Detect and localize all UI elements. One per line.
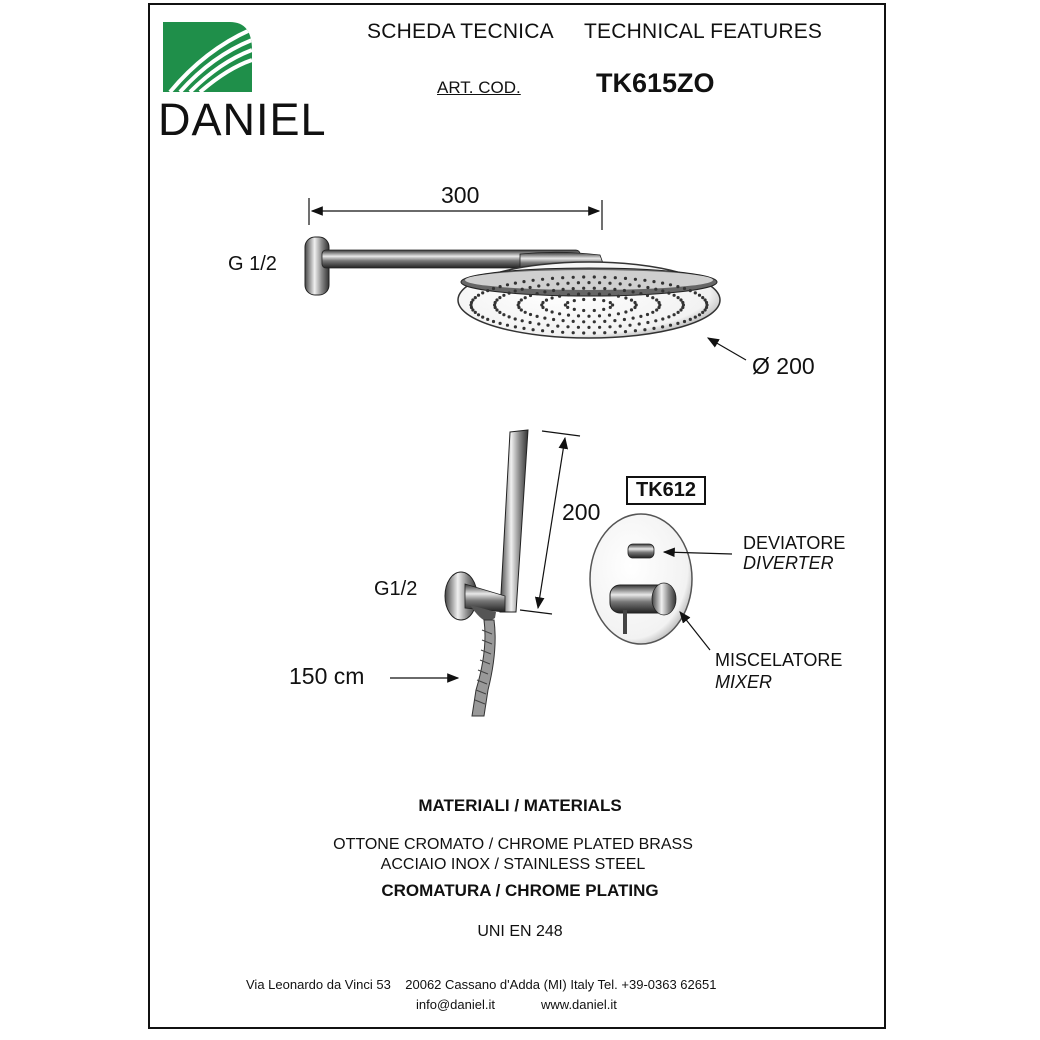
diameter-leader (708, 338, 746, 360)
nozzle-dot (541, 278, 544, 281)
nozzle-dot (681, 301, 684, 304)
nozzle-dot (514, 282, 517, 285)
nozzle-dot (561, 331, 564, 334)
nozzle-dot (551, 296, 554, 299)
nozzle-dot (598, 326, 601, 329)
nozzle-dot (522, 327, 525, 330)
nozzle-dot (667, 315, 670, 318)
nozzle-dot (541, 301, 544, 304)
nozzle-dot (698, 313, 701, 316)
nozzle-dot (486, 318, 489, 321)
nozzle-dot (651, 296, 654, 299)
nozzle-dot (611, 303, 614, 306)
nozzle-dot (474, 296, 477, 299)
nozzle-dot (558, 295, 561, 298)
nozzle-dot (562, 288, 565, 291)
head-diameter-label: Ø 200 (752, 353, 815, 379)
nozzle-dot (598, 314, 601, 317)
nozzle-dot (646, 286, 649, 289)
nozzle-dot (587, 281, 590, 284)
nozzle-dot (492, 287, 495, 290)
nozzle-dot (634, 278, 637, 281)
nozzle-dot (602, 308, 605, 311)
nozzle-dot (676, 322, 679, 325)
nozzle-dot (537, 322, 540, 325)
nozzle-dot (582, 320, 585, 323)
materials-title: MATERIALI / MATERIALS (418, 796, 622, 815)
nozzle-dot (582, 309, 585, 312)
nozzle-dot (667, 292, 670, 295)
plating-title: CROMATURA / CHROME PLATING (381, 881, 659, 900)
handshower-length-label: 200 (562, 499, 601, 525)
nozzle-dot (603, 276, 606, 279)
nozzle-dot (704, 308, 707, 311)
nozzle-dot (529, 294, 532, 297)
nozzle-dot (655, 308, 658, 311)
nozzle-dot (613, 288, 616, 291)
nozzle-dot (624, 330, 627, 333)
nozzle-dot (536, 292, 539, 295)
nozzle-dot (677, 311, 680, 314)
nozzle-dot (520, 308, 523, 311)
nozzle-dot (573, 308, 576, 311)
nozzle-dot (477, 313, 480, 316)
nozzle-dot (577, 281, 580, 284)
nozzle-dot (577, 293, 580, 296)
nozzle-dot (495, 298, 498, 301)
nozzle-dot (556, 325, 559, 328)
nozzle-dot (634, 329, 637, 332)
nozzle-dot (633, 301, 636, 304)
nozzle-dot (481, 316, 484, 319)
nozzle-dot (566, 306, 569, 309)
nozzle-dot (529, 321, 532, 324)
nozzle-dot (638, 322, 641, 325)
nozzle-dot (486, 289, 489, 292)
nozzle-dot (603, 287, 606, 290)
nozzle-dot (551, 330, 554, 333)
nozzle-dot (617, 295, 620, 298)
nozzle-dot (694, 316, 697, 319)
nozzle-dot (630, 308, 633, 311)
nozzle-dot (669, 324, 672, 327)
header-title-it: SCHEDA TECNICA (367, 20, 554, 43)
nozzle-dot (532, 328, 535, 331)
nozzle-dot (536, 315, 539, 318)
nozzle-dot (556, 282, 559, 285)
nozzle-dot (593, 320, 596, 323)
nozzle-dot (567, 314, 570, 317)
nozzle-dot (614, 331, 617, 334)
nozzle-dot (598, 281, 601, 284)
nozzle-dot (577, 314, 580, 317)
nozzle-dot (529, 286, 532, 289)
nozzle-dot (608, 282, 611, 285)
nozzle-dot (623, 289, 626, 292)
nozzle-dot (582, 298, 585, 301)
nozzle-dot (609, 306, 612, 309)
nozzle-dot (632, 290, 635, 293)
nozzle-dot (508, 292, 511, 295)
nozzle-dot (522, 280, 525, 283)
nozzle-dot (582, 287, 585, 290)
nozzle-dot (609, 301, 612, 304)
nozzle-dot (498, 296, 501, 299)
nozzle-dot (689, 289, 692, 292)
nozzle-dot (502, 294, 505, 297)
nozzle-dot (502, 313, 505, 316)
nozzle-dot (532, 279, 535, 282)
hand-shower (445, 430, 528, 622)
nozzle-dot (573, 299, 576, 302)
nozzle-dot (566, 301, 569, 304)
mixer-body (590, 514, 692, 644)
nozzle-dot (608, 325, 611, 328)
nozzle-dot (639, 292, 642, 295)
hose-length-label: 150 cm (289, 663, 365, 689)
nozzle-dot (677, 296, 680, 299)
nozzle-dot (477, 294, 480, 297)
nozzle-dot (481, 291, 484, 294)
nozzle-dot (541, 329, 544, 332)
footer-address: Via Leonardo da Vinci 53 20062 Cassano d'Adda (MI) Italy Tel. +39-0363 62651 (246, 977, 717, 992)
nozzle-dot (628, 324, 631, 327)
nozzle-dot (508, 315, 511, 318)
nozzle-dot (572, 276, 575, 279)
nozzle-dot (673, 294, 676, 297)
nozzle-dot (471, 298, 474, 301)
shower-hose (472, 620, 495, 716)
nozzle-dot (619, 325, 622, 328)
nozzle-dot (603, 331, 606, 334)
nozzle-dot (602, 299, 605, 302)
nozzle-dot (545, 308, 548, 311)
nozzle-dot (679, 308, 682, 311)
materials-line-1: OTTONE CROMATO / CHROME PLATED BRASS (333, 836, 693, 853)
nozzle-dot (613, 319, 616, 322)
nozzle-dot (546, 283, 549, 286)
nozzle-dot (646, 294, 649, 297)
nozzle-dot (633, 306, 636, 309)
nozzle-dot (546, 324, 549, 327)
diverter-label-it: DEVIATORE (743, 533, 846, 553)
mixer-label-it: MISCELATORE (715, 650, 843, 670)
nozzle-dot (689, 318, 692, 321)
header-title-en: TECHNICAL FEATURES (584, 20, 823, 43)
nozzle-dot (521, 288, 524, 291)
nozzle-dot (520, 298, 523, 301)
nozzle-dot (652, 280, 655, 283)
nozzle-dot (654, 319, 657, 322)
nozzle-dot (506, 324, 509, 327)
nozzle-dot (683, 287, 686, 290)
nozzle-dot (661, 289, 664, 292)
nozzle-dot (705, 301, 708, 304)
nozzle-dot (572, 320, 575, 323)
nozzle-dot (572, 287, 575, 290)
nozzle-dot (593, 275, 596, 278)
nozzle-dot (593, 287, 596, 290)
nozzle-dot (654, 288, 657, 291)
nozzle-dot (521, 319, 524, 322)
nozzle-dot (608, 293, 611, 296)
nozzle-dot (551, 277, 554, 280)
nozzle-dot (603, 320, 606, 323)
nozzle-dot (529, 313, 532, 316)
arm-length-label: 300 (441, 182, 480, 208)
nozzle-dot (552, 318, 555, 321)
nozzle-dot (587, 326, 590, 329)
nozzle-dot (669, 283, 672, 286)
nozzle-dot (558, 312, 561, 315)
nozzle-dot (474, 311, 477, 314)
nozzle-dot (657, 306, 660, 309)
arm-thread-label: G 1/2 (228, 253, 277, 275)
nozzle-dot (566, 282, 569, 285)
nozzle-dot (657, 301, 660, 304)
nozzle-dot (694, 291, 697, 294)
nozzle-dot (632, 317, 635, 320)
nozzle-dot (577, 326, 580, 329)
nozzle-dot (514, 325, 517, 328)
nozzle-dot (593, 331, 596, 334)
nozzle-dot (564, 303, 567, 306)
nozzle-dot (651, 311, 654, 314)
nozzle-dot (514, 317, 517, 320)
nozzle-dot (582, 331, 585, 334)
article-code: TK615ZO (596, 68, 715, 98)
nozzle-dot (498, 311, 501, 314)
nozzle-dot (543, 290, 546, 293)
nozzle-dot (630, 299, 633, 302)
nozzle-dot (643, 328, 646, 331)
nozzle-dot (701, 296, 704, 299)
nozzle-dot (582, 275, 585, 278)
nozzle-dot (499, 285, 502, 288)
nozzle-dot (572, 331, 575, 334)
nozzle-dot (593, 298, 596, 301)
nozzle-dot (552, 289, 555, 292)
standard-label: UNI EN 248 (477, 923, 563, 940)
mixer-label-en: MIXER (715, 672, 773, 692)
materials-line-2: ACCIAIO INOX / STAINLESS STEEL (380, 856, 646, 873)
nozzle-dot (587, 292, 590, 295)
nozzle-dot (652, 327, 655, 330)
logo-wordmark: DANIEL (158, 94, 327, 145)
nozzle-dot (524, 296, 527, 299)
nozzle-dot (567, 293, 570, 296)
nozzle-dot (661, 325, 664, 328)
nozzle-dot (676, 285, 679, 288)
nozzle-dot (628, 283, 631, 286)
nozzle-dot (517, 301, 520, 304)
nozzle-dot (551, 310, 554, 313)
nozzle-dot (608, 314, 611, 317)
nozzle-dot (506, 283, 509, 286)
nozzle-dot (701, 311, 704, 314)
nozzle-dot (646, 321, 649, 324)
nozzle-dot (598, 293, 601, 296)
nozzle-dot (543, 317, 546, 320)
nozzle-dot (643, 279, 646, 282)
nozzle-dot (587, 315, 590, 318)
footer-website[interactable]: www.daniel.it (541, 997, 617, 1012)
nozzle-dot (638, 284, 641, 287)
nozzle-dot (646, 313, 649, 316)
diverter-label-en: DIVERTER (743, 553, 834, 573)
art-cod-label: ART. COD. (437, 78, 521, 97)
nozzle-dot (617, 312, 620, 315)
nozzle-dot (614, 276, 617, 279)
mixer-code-badge: TK612 (626, 476, 706, 505)
nozzle-dot (499, 322, 502, 325)
footer-email[interactable]: info@daniel.it (416, 997, 495, 1012)
nozzle-dot (661, 282, 664, 285)
nozzle-dot (661, 317, 664, 320)
outlet-thread-label: G1/2 (374, 578, 418, 600)
nozzle-dot (698, 294, 701, 297)
nozzle-dot (514, 289, 517, 292)
nozzle-dot (566, 325, 569, 328)
nozzle-dot (624, 296, 627, 299)
nozzle-dot (545, 299, 548, 302)
shower-head (458, 262, 720, 338)
nozzle-dot (623, 318, 626, 321)
nozzle-dot (492, 320, 495, 323)
nozzle-dot (624, 310, 627, 313)
nozzle-dot (619, 282, 622, 285)
nozzle-dot (683, 320, 686, 323)
nozzle-dot (639, 315, 642, 318)
mixer-leader (680, 612, 710, 650)
nozzle-dot (593, 309, 596, 312)
nozzle-dot (561, 276, 564, 279)
nozzle-dot (524, 311, 527, 314)
nozzle-dot (537, 284, 540, 287)
nozzle-dot (624, 277, 627, 280)
nozzle-dot (673, 313, 676, 316)
nozzle-dot (562, 319, 565, 322)
nozzle-dot (655, 298, 658, 301)
